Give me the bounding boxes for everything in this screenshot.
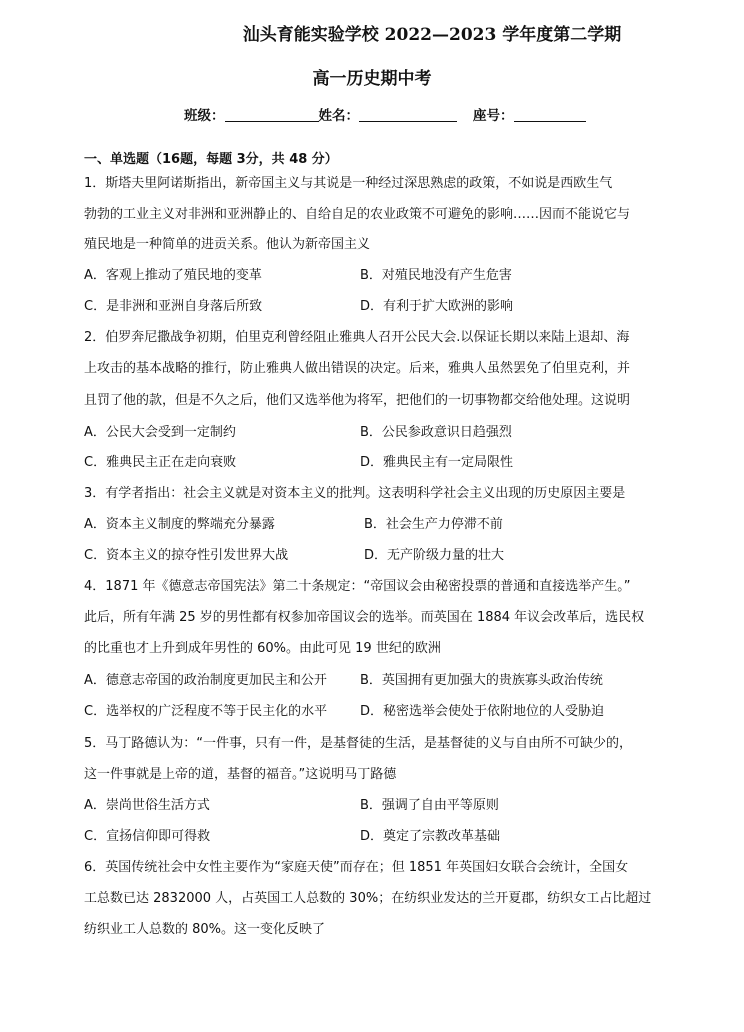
q5-option-d: D．奠定了宗教改革基础 bbox=[360, 829, 501, 844]
q5-option-c: C．宣扬信仰即可得救 bbox=[84, 829, 211, 844]
q2-option-d: D．雅典民主有一定局限性 bbox=[360, 455, 514, 470]
section-heading: 一、单选题（16题，每题 3分，共 48 分） bbox=[84, 152, 338, 167]
q3-line-1: 3．有学者指出：社会主义就是对资本主义的批判。这表明科学社会主义出现的历史原因主要是 bbox=[84, 486, 626, 501]
q6-line-3: 纺织业工人总数的 80%。这一变化反映了 bbox=[84, 922, 326, 937]
q4-option-d: D．秘密选举会使处于依附地位的人受胁迫 bbox=[360, 704, 605, 719]
exam-subtitle: 高一历史期中考 bbox=[312, 69, 432, 89]
q5-option-a: A．崇尚世俗生活方式 bbox=[84, 798, 210, 813]
q5-line-2: 这一件事就是上帝的道，基督的福音。”这说明马丁路德 bbox=[84, 767, 397, 782]
q2-line-3: 且罚了他的款，但是不久之后，他们又选举他为将军，把他们的一切事物都交给他处理。这说明 bbox=[84, 393, 631, 408]
exam-title: 汕头育能实验学校 2022—2023 学年度第二学期 bbox=[242, 25, 622, 45]
q1-option-a: A．客观上推动了殖民地的变革 bbox=[84, 268, 262, 283]
q4-line-2: 此后，所有年满 25 岁的男性都有权参加帝国议会的选举。而英国在 1884 年议会改革后，选民权 bbox=[84, 610, 645, 625]
q3-option-b: B．社会生产力停滞不前 bbox=[364, 517, 503, 532]
q1-option-b: B．对殖民地没有产生危害 bbox=[360, 268, 512, 283]
seat-label: 座号： bbox=[473, 108, 514, 124]
name-label: 姓名： bbox=[318, 108, 359, 124]
q1-line-1: 1．斯塔夫里阿诺斯指出，新帝国主义与其说是一种经过深思熟虑的政策，不如说是西欧生气 bbox=[84, 176, 613, 191]
q2-line-1: 2．伯罗奔尼撒战争初期，伯里克利曾经阻止雅典人召开公民大会.以保证长期以来陆上退却、海 bbox=[84, 330, 630, 345]
q4-option-c: C．选举权的广泛程度不等于民主化的水平 bbox=[84, 704, 328, 719]
q2-option-b: B．公民参政意识日趋强烈 bbox=[360, 425, 512, 440]
q1-option-c: C．是非洲和亚洲自身落后所致 bbox=[84, 299, 263, 314]
q3-option-d: D．无产阶级力量的壮大 bbox=[364, 548, 505, 563]
q1-line-2: 勃勃的工业主义对非洲和亚洲静止的、自给自足的农业政策不可避免的影响……因而不能说它与 bbox=[84, 207, 631, 222]
name-blank bbox=[359, 107, 457, 122]
q2-option-a: A．公民大会受到一定制约 bbox=[84, 425, 236, 440]
seat-blank bbox=[514, 107, 586, 122]
class-blank bbox=[225, 107, 319, 122]
q4-option-b: B．英国拥有更加强大的贵族寡头政治传统 bbox=[360, 673, 603, 688]
class-label: 班级： bbox=[184, 108, 225, 124]
q1-option-d: D．有利于扩大欧洲的影响 bbox=[360, 299, 514, 314]
q4-line-3: 的比重也才上升到成年男性的 60%。由此可见 19 世纪的欧洲 bbox=[84, 641, 441, 656]
q4-line-1: 4．1871 年《德意志帝国宪法》第二十条规定：“帝国议会由秘密投票的普通和直接选举产生。” bbox=[84, 579, 631, 594]
q5-line-1: 5．马丁路德认为：“一件事，只有一件，是基督徒的生活，是基督徒的义与自由所不可缺少的， bbox=[84, 736, 633, 751]
q2-line-2: 上攻击的基本战略的推行，防止雅典人做出错误的决定。后来，雅典人虽然罢免了伯里克利，并 bbox=[84, 361, 631, 376]
student-info-row bbox=[184, 104, 586, 124]
q3-option-a: A．资本主义制度的弊端充分暴露 bbox=[84, 517, 275, 532]
q4-option-a: A．德意志帝国的政治制度更加民主和公开 bbox=[84, 673, 327, 688]
q5-option-b: B．强调了自由平等原则 bbox=[360, 798, 499, 813]
q2-option-c: C．雅典民主正在走向衰败 bbox=[84, 455, 237, 470]
q6-line-1: 6．英国传统社会中女性主要作为“家庭天使”而存在；但 1851 年英国妇女联合会统计，全国女 bbox=[84, 860, 629, 875]
q6-line-2: 工总数已达 2832000 人，占英国工人总数的 30%；在纺织业发达的兰开夏郡，纺织女工占比超过 bbox=[84, 891, 652, 906]
q1-line-3: 殖民地是一种简单的进贡关系。他认为新帝国主义 bbox=[84, 237, 371, 252]
q3-option-c: C．资本主义的掠夺性引发世界大战 bbox=[84, 548, 289, 563]
